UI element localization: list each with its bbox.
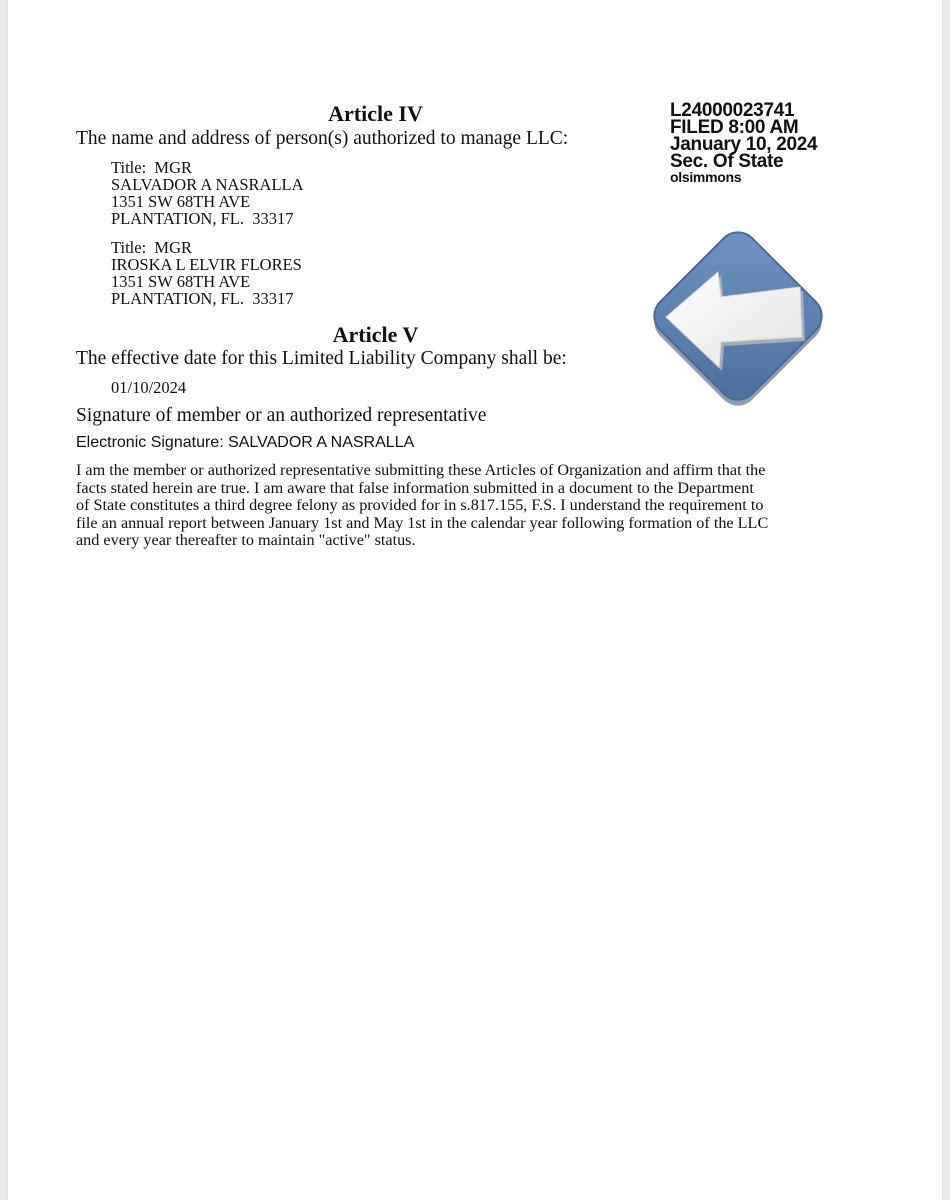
document-page xyxy=(8,0,942,1200)
affirmation-line: and every year thereafter to maintain "active" status. xyxy=(76,531,416,549)
affirmation-line: of State constitutes a third degree felony as provided for in s.817.155, F.S. I understand the requirement to xyxy=(76,496,764,514)
manager-name: IROSKA L ELVIR FLORES xyxy=(111,255,302,274)
filed-time: FILED 8:00 AM xyxy=(670,117,799,138)
manager-title: Title: MGR xyxy=(111,158,193,177)
effective-date: 01/10/2024 xyxy=(111,378,187,397)
back-arrow-icon-graphic xyxy=(638,220,838,420)
filing-office: Sec. Of State xyxy=(670,151,784,172)
manager-name: SALVADOR A NASRALLA xyxy=(111,175,304,194)
article-v-intro: The effective date for this Limited Liability Company shall be: xyxy=(76,348,567,369)
article-v-heading: Article V xyxy=(332,322,419,347)
manager-street: 1351 SW 68TH AVE xyxy=(111,272,251,291)
manager-block-1 xyxy=(111,159,304,227)
filing-stamp xyxy=(670,102,817,185)
affirmation-paragraph xyxy=(76,462,876,550)
affirmation-line: I am the member or authorized representative submitting these Articles of Organization and affirm that the xyxy=(76,461,766,479)
document-number: L24000023741 xyxy=(670,100,795,121)
manager-city: PLANTATION, FL. 33317 xyxy=(111,209,294,228)
signature-label: Signature of member or an authorized representative xyxy=(76,405,487,426)
filed-date: January 10, 2024 xyxy=(670,134,818,155)
manager-block-2 xyxy=(111,239,302,307)
manager-title: Title: MGR xyxy=(111,238,193,257)
affirmation-line: file an annual report between January 1st and May 1st in the calendar year following formation of the LLC xyxy=(76,513,769,532)
manager-street: 1351 SW 68TH AVE xyxy=(111,192,251,211)
affirmation-line: facts stated herein are true. I am aware that false information submitted in a document to the Department xyxy=(76,478,754,497)
filing-clerk: olsimmons xyxy=(670,169,742,185)
article-iv-heading: Article IV xyxy=(328,101,423,126)
electronic-signature: Electronic Signature: SALVADOR A NASRALLA xyxy=(76,434,415,451)
back-arrow-icon[interactable] xyxy=(638,220,838,420)
article-iv-intro: The name and address of person(s) authorized to manage LLC: xyxy=(76,128,569,149)
manager-city: PLANTATION, FL. 33317 xyxy=(111,289,294,308)
